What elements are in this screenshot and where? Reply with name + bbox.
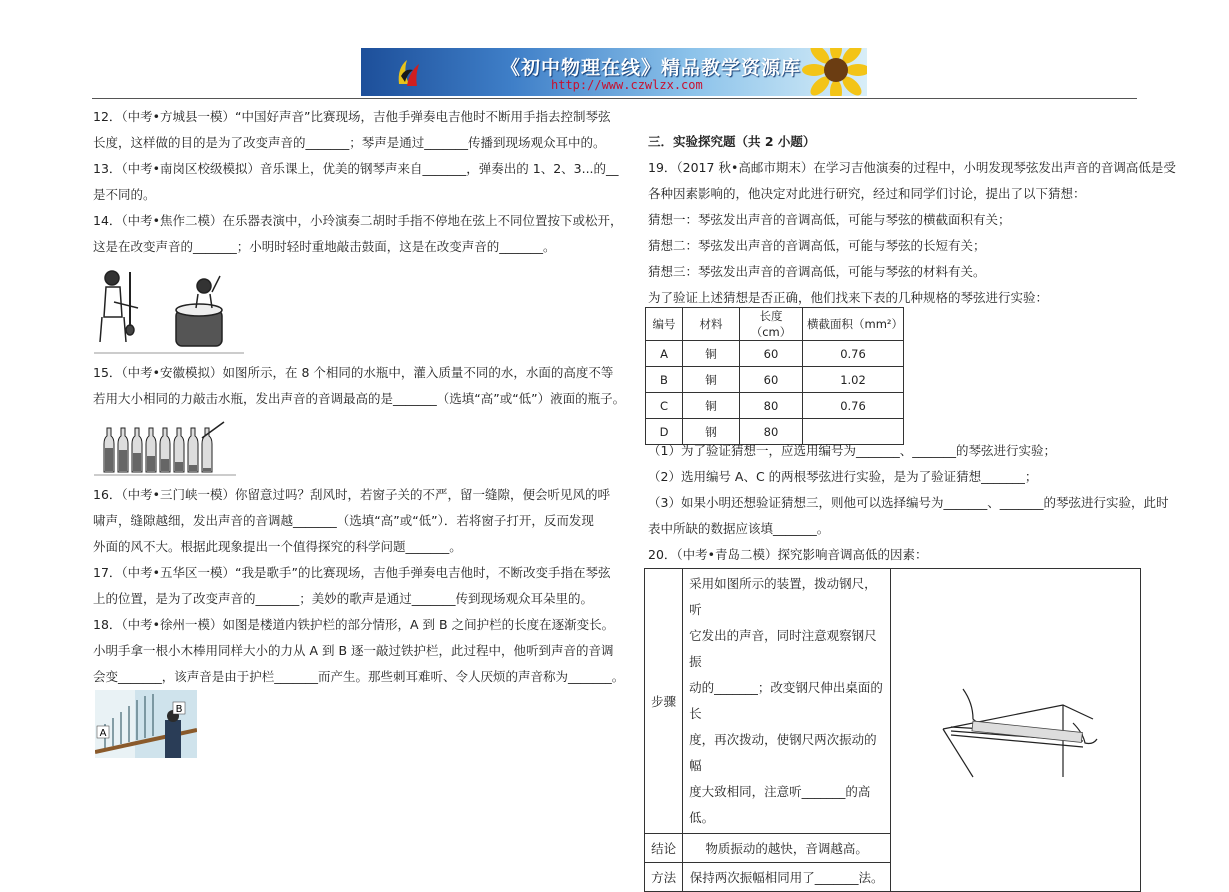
water-bottles-figure	[94, 418, 236, 476]
q19-part-1: （1）为了验证猜想一，应选用编号为_______、_______的琴弦进行实验；	[648, 443, 1056, 458]
table-cell: 铜	[683, 393, 740, 419]
erhu-drum-figure	[94, 262, 244, 354]
table-cell: 钢	[683, 419, 740, 445]
step-line-4: 度，再次拨动，使钢尺两次振动的幅	[689, 732, 877, 773]
q18-line-3: 会变_______，该声音是由于护栏_______而产生。那些刺耳难听、令人厌烦的声音称为_______。	[93, 669, 625, 684]
q16-line-3: 外面的风不大。根据此现象提出一个值得探究的科学问题_______。	[93, 539, 462, 554]
q12-line-1: 12．（中考•方城县一模）“中国好声音”比赛现场，吉他手弹奏电吉他时不断用手指去控制琴弦	[93, 109, 611, 124]
table-cell: 铜	[683, 341, 740, 367]
section-title: 三．实验探究题（共 2 小题）	[648, 134, 816, 149]
q18-line-1: 18．（中考•徐州一模）如图是楼道内铁护栏的部分情形，A 到 B 之间护栏的长度在逐渐变长。	[93, 617, 615, 632]
guess-1: 猜想一：琴弦发出声音的音调高低，可能与琴弦的横截面积有关；	[648, 212, 1011, 227]
left-column-q15	[93, 360, 626, 412]
q14-line-1: 14．（中考•焦作二模）在乐器表演中，小玲演奏二胡时手指不停地在弦上不同位置按下或松开，	[93, 213, 623, 228]
guess-2: 猜想二：琴弦发出声音的音调高低，可能与琴弦的长短有关；	[648, 238, 986, 253]
q15-line-2: 若用大小相同的力敲击水瓶，发出声音的音调最高的是_______（选填“高”或“低”）液面的瓶子。	[93, 391, 626, 406]
label-a: A	[99, 728, 107, 739]
q14-line-2: 这是在改变声音的_______；小明时轻时重地敲击鼓面，这是在改变声音的_______。	[93, 239, 556, 254]
table-cell: A	[646, 341, 683, 367]
label-b: B	[175, 704, 183, 715]
step-line-5: 度大致相同，注意听_______的高低。	[689, 784, 871, 825]
table-cell: B	[646, 367, 683, 393]
q18-line-2: 小明手拿一根小木棒用同样大小的力从 A 到 B 逐一敲过铁护栏，此过程中，他听到声音的音调	[93, 643, 614, 658]
q19-part-2: （2）选用编号 A、C 的两根琴弦进行实验，是为了验证猜想_______；	[648, 469, 1038, 484]
step-line-1: 采用如图所示的装置，拨动钢尺，听	[689, 576, 877, 617]
col-header-length: 长度（cm）	[740, 308, 803, 341]
step-line-2: 它发出的声音，同时注意观察钢尺振	[689, 628, 877, 669]
step-text	[683, 569, 891, 834]
table-cell: 60	[740, 341, 803, 367]
sunflower-icon	[791, 48, 867, 96]
q19-part-3: （3）如果小明还想验证猜想三，则他可以选择编号为_______、_______的琴弦进行实验，此时	[648, 495, 1169, 510]
stair-railing-figure	[95, 690, 197, 758]
table-cell: 80	[740, 419, 803, 445]
conclusion-label: 结论	[645, 834, 683, 863]
col-header-id: 编号	[646, 308, 683, 341]
step-line-3: 动的_______；改变钢尺伸出桌面的长	[689, 680, 883, 721]
q13-line-1: 13．（中考•南岗区校级模拟）音乐课上，优美的钢琴声来自_______，弹奏出的 1、2、3...的__	[93, 161, 619, 176]
method-text: 保持两次振幅相同用了_______法。	[683, 863, 891, 892]
step-label: 步骤	[645, 569, 683, 834]
q17-line-1: 17．（中考•五华区一模）“我是歌手”的比赛现场，吉他手弹奏电吉他时，不断改变手指在琴弦	[93, 565, 611, 580]
table-header-row	[646, 308, 904, 341]
left-column	[93, 104, 623, 260]
table-cell: 1.02	[803, 367, 904, 393]
col-header-area: 横截面积（mm²）	[803, 308, 904, 341]
q19-intro-line-2: 各种因素影响的，他决定对此进行研究，经过和同学们讨论，提出了以下猜想：	[648, 186, 1086, 201]
header-rule	[92, 98, 1137, 99]
col-header-material: 材料	[683, 308, 740, 341]
table-row	[646, 393, 904, 419]
left-column-q16-18	[93, 482, 625, 690]
banner-url[interactable]: http://www.czwlzx.com	[551, 78, 703, 92]
step-row	[645, 569, 1141, 834]
right-column	[648, 129, 1176, 311]
ruler-figure	[933, 679, 1099, 779]
q19-intro-line-1: 19．（2017 秋•高邮市期末）在学习吉他演奏的过程中，小明发现琴弦发出声音的音调高低是受	[648, 160, 1176, 175]
method-label: 方法	[645, 863, 683, 892]
guess-3: 猜想三：琴弦发出声音的音调高低，可能与琴弦的材料有关。	[648, 264, 986, 279]
q17-line-2: 上的位置，是为了改变声音的_______；美妙的歌声是通过_______传到现场观众耳朵里的。	[93, 591, 594, 606]
string-spec-table	[645, 307, 904, 445]
site-logo-icon	[391, 54, 427, 90]
table-cell: 80	[740, 393, 803, 419]
q19-part-3-cont: 表中所缺的数据应该填_______。	[648, 521, 830, 536]
table-cell: 0.76	[803, 393, 904, 419]
ruler-figure-cell	[891, 569, 1141, 892]
table-cell: D	[646, 419, 683, 445]
q13-line-2: 是不同的。	[93, 187, 156, 202]
conclusion-text: 物质振动的越快，音调越高。	[683, 834, 891, 863]
table-cell: C	[646, 393, 683, 419]
banner-title: 《初中物理在线》精品教学资源库	[501, 57, 802, 79]
q12-line-2: 长度，这样做的目的是为了改变声音的_______；琴声是通过_______传播到现场观众耳中的。	[93, 135, 606, 150]
experiment-table	[644, 568, 1141, 892]
table-cell: 铜	[683, 367, 740, 393]
q16-line-2: 啸声，缝隙越细，发出声音的音调越_______（选填“高”或“低”）．若将窗子打开，反而发现	[93, 513, 594, 528]
table-cell: 0.76	[803, 341, 904, 367]
table-row	[646, 341, 904, 367]
q16-line-1: 16．（中考•三门峡一模）你留意过吗？刮风时，若窗子关的不严，留一缝隙，便会听见风的呼	[93, 487, 611, 502]
table-intro: 为了验证上述猜想是否正确，他们找来下表的几种规格的琴弦进行实验：	[648, 290, 1049, 305]
q20-title: 20．（中考•青岛二模）探究影响音调高低的因素：	[648, 547, 928, 562]
table-cell: 60	[740, 367, 803, 393]
right-column-q19-parts	[648, 438, 1169, 568]
q15-line-1: 15．（中考•安徽模拟）如图所示，在 8 个相同的水瓶中，灌入质量不同的水，水面的高度不等	[93, 365, 614, 380]
table-row	[646, 367, 904, 393]
header-banner	[361, 48, 867, 96]
